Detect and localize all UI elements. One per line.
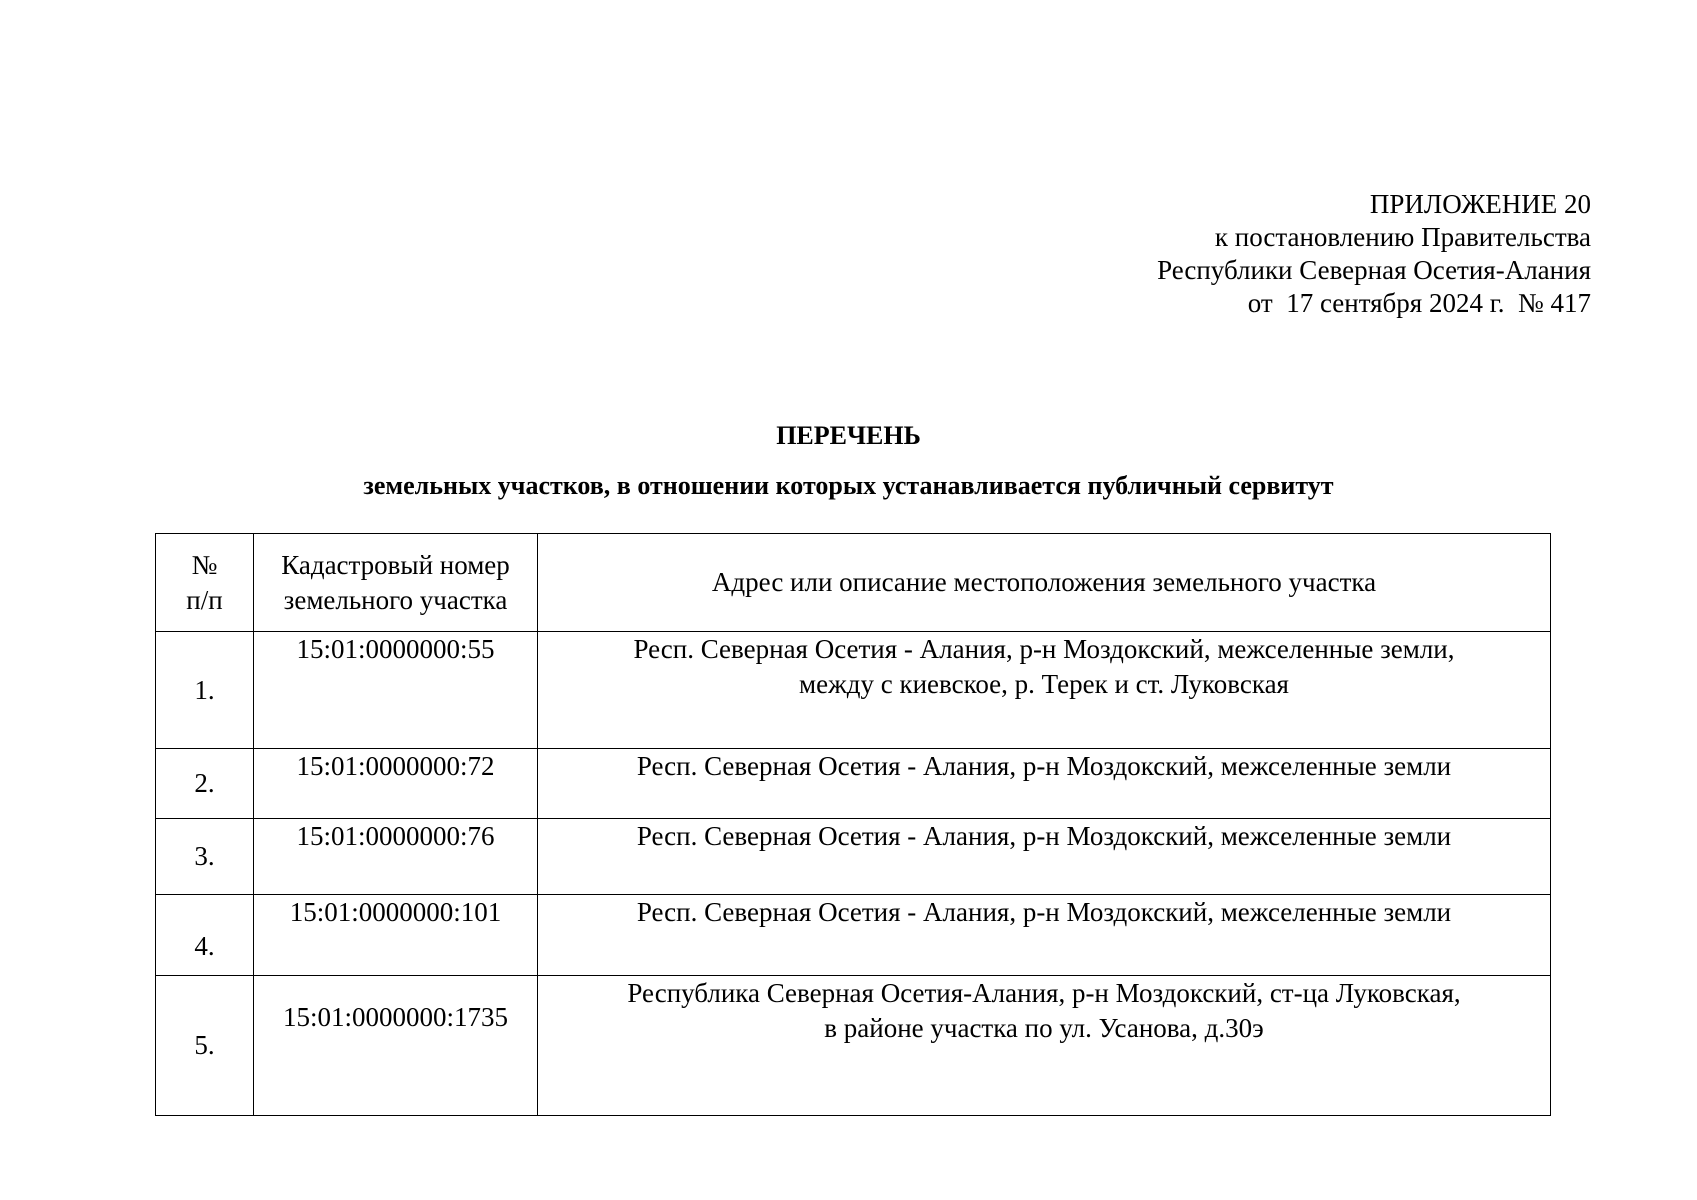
land-plots-table <box>155 533 1551 1116</box>
table-row <box>156 976 1551 1116</box>
address-line: Республика Северная Осетия-Алания, р-н Моздокский, ст-ца Луковская, <box>627 978 1461 1008</box>
header-cadastral-number <box>254 534 538 632</box>
row-number: 2. <box>156 749 254 819</box>
cadastral-number: 15:01:0000000:101 <box>254 895 538 976</box>
address-cell <box>538 976 1551 1116</box>
appendix-date-number: от 17 сентября 2024 г. № 417 <box>1247 288 1591 318</box>
appendix-resolution-ref: к постановлению Правительства <box>1214 222 1591 252</box>
appendix-block <box>1157 188 1591 320</box>
table-header-row <box>156 534 1551 632</box>
table-row <box>156 632 1551 749</box>
row-number: 5. <box>156 976 254 1116</box>
cadastral-number: 15:01:0000000:76 <box>254 819 538 895</box>
address-line: Респ. Северная Осетия - Алания, р-н Моздокский, межселенные земли <box>636 751 1452 781</box>
header-number-line1: № <box>191 549 218 580</box>
appendix-government-name: Республики Северная Осетия-Алания <box>1157 255 1591 285</box>
header-cadastral-line1: Кадастровый номер <box>281 549 510 580</box>
address-line: Респ. Северная Осетия - Алания, р-н Моздокский, межселенные земли <box>636 821 1452 851</box>
address-line: Респ. Северная Осетия - Алания, р-н Моздокский, межселенные земли, <box>633 634 1455 664</box>
address-cell <box>538 749 1551 819</box>
header-number <box>156 534 254 632</box>
address-line: Респ. Северная Осетия - Алания, р-н Моздокский, межселенные земли <box>636 897 1452 927</box>
cadastral-number: 15:01:0000000:55 <box>254 632 538 749</box>
row-number: 4. <box>156 895 254 976</box>
header-address: Адрес или описание местоположения земельного участка <box>538 534 1551 632</box>
cadastral-number: 15:01:0000000:72 <box>254 749 538 819</box>
appendix-title: ПРИЛОЖЕНИЕ 20 <box>1369 189 1591 219</box>
cadastral-number: 15:01:0000000:1735 <box>254 976 538 1116</box>
address-cell <box>538 632 1551 749</box>
address-cell <box>538 819 1551 895</box>
table-row <box>156 819 1551 895</box>
address-cell <box>538 895 1551 976</box>
header-number-line2: п/п <box>186 584 223 615</box>
address-line: в районе участка по ул. Усанова, д.30э <box>824 1013 1264 1043</box>
header-cadastral-line2: земельного участка <box>283 584 508 615</box>
address-line: между с киевское, р. Терек и ст. Луковская <box>799 669 1289 699</box>
row-number: 1. <box>156 632 254 749</box>
row-number: 3. <box>156 819 254 895</box>
document-subtitle: земельных участков, в отношении которых устанавливается публичный сервитут <box>363 471 1334 500</box>
document-title: ПЕРЕЧЕНЬ <box>776 421 921 450</box>
table-row <box>156 895 1551 976</box>
table-row <box>156 749 1551 819</box>
